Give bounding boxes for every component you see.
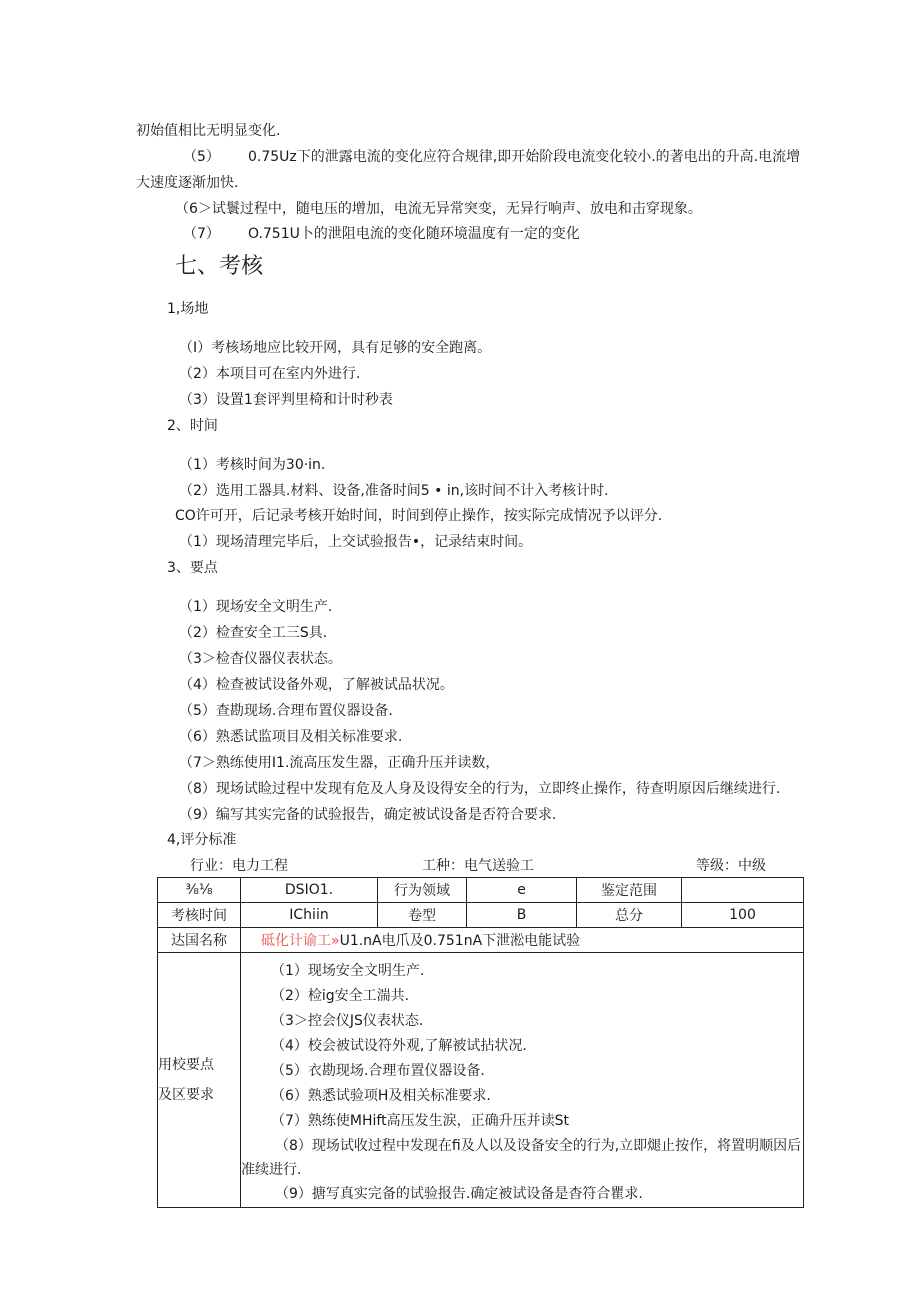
project-name-cell bbox=[241, 928, 804, 953]
paragraph-tail: 初始值相比无明显变化. bbox=[136, 123, 281, 139]
requirement-item: （4）校会被试设符外观,了解被试拈状况. bbox=[271, 1038, 527, 1054]
item-7-number: （7） bbox=[183, 226, 220, 242]
table-row bbox=[158, 878, 804, 903]
table-cell: 卷型 bbox=[378, 903, 467, 928]
requirement-item-9: （9）搪写真实完备的试验报告.确定被试设备是杳符合瞿求. bbox=[275, 1186, 643, 1202]
trade-label: 工种：电气送验工 bbox=[422, 858, 534, 874]
project-name-red: 砥化计谕工» bbox=[261, 933, 340, 949]
site-item-2: （2）本项目可在室内外进行. bbox=[179, 366, 361, 382]
points-item-5: （5）查勘现场.合理布置仪器设备. bbox=[179, 703, 393, 719]
table-cell: B bbox=[467, 903, 577, 928]
points-item-3: （3＞检杳仪器仪表状态。 bbox=[179, 651, 342, 667]
table-cell: IChiin bbox=[241, 903, 378, 928]
time-item-2: （2）选用工器具.材料、设备,准备时间5 • in,该时间不计入考核计时. bbox=[179, 483, 609, 499]
table-cell: 行为领域 bbox=[378, 878, 467, 903]
table-cell: 100 bbox=[682, 903, 804, 928]
points-item-1: （1）现场安全文明生产. bbox=[179, 599, 333, 615]
points-item-6: （6）熟悉试监项目及相关标准要求. bbox=[179, 729, 403, 745]
table-cell: 总分 bbox=[577, 903, 682, 928]
points-item-7: （7＞熟练使用I1.流高压发生器，正确升压并读数， bbox=[179, 755, 500, 771]
item-6-text: （6＞试鬟过程中，随电压的增加，电流无异常突变，无异行响声、放电和击穿现象。 bbox=[175, 201, 702, 217]
points-title: 3、要点 bbox=[167, 560, 218, 576]
table-cell: DSIO1. bbox=[241, 878, 378, 903]
table-cell: ⅜⅛ bbox=[158, 878, 241, 903]
item-5-number: （5） bbox=[183, 149, 220, 165]
requirement-item: （1）现场安全文明生产. bbox=[271, 963, 425, 979]
points-item-2: （2）检查安全工三S具. bbox=[179, 625, 328, 641]
item-7-text: O.751U卜的泄阻电流的变化随环境温度有一定的变化 bbox=[248, 226, 580, 242]
table-cell: 鉴定范围 bbox=[577, 878, 682, 903]
requirements-label-line-1: 用校要点 bbox=[158, 1057, 214, 1073]
site-item-3: （3）设置1套评判里椅和计时秒表 bbox=[179, 392, 393, 408]
table-row bbox=[158, 903, 804, 928]
time-item-4: （1）现场清理完毕后，上交试验报告•，记录结束时间。 bbox=[179, 534, 533, 550]
points-item-9: （9）编写其实完备的试验报告，确定被试设备是否符合要求. bbox=[179, 807, 557, 823]
project-name-rest: U1.nA电爪及0.751nA下泄淞电能试验 bbox=[339, 933, 581, 949]
level-label: 等级：中级 bbox=[696, 858, 766, 874]
points-item-8: （8）现场试睑过程中发现有危及人身及设得安全的行为，立即终止操作，待查明原因后继续进行. bbox=[179, 781, 781, 797]
time-item-3: CO许可开，后记录考核开始时间，时间到停止操作，按实际完成情况予以评分. bbox=[175, 508, 663, 524]
requirement-item: （2）检ig安全工湍共. bbox=[271, 988, 410, 1004]
table-cell: 考核时间 bbox=[158, 903, 241, 928]
requirement-item: （6）熟悉试验项H及相关标准要求. bbox=[271, 1088, 491, 1104]
table-cell bbox=[682, 878, 804, 903]
requirement-item: （3＞控会仪JS仪表状态. bbox=[271, 1013, 424, 1029]
requirements-label-cell bbox=[158, 953, 241, 1208]
requirements-label-line-2: 及区要求 bbox=[158, 1087, 214, 1103]
table-row bbox=[158, 928, 804, 953]
section-heading: 七、考核 bbox=[175, 254, 264, 279]
table-cell: e bbox=[467, 878, 577, 903]
industry-label: 行业：电力工程 bbox=[190, 858, 288, 874]
requirements-cell bbox=[241, 953, 804, 1208]
requirement-item-8: （8）现场试收过程中发现在fi及人以及设备安全的行为,立即煺止按作，将置明顺因后准续进行. bbox=[241, 1138, 802, 1178]
project-name-label: 达国名称 bbox=[158, 928, 241, 953]
time-item-1: （1）考核时间为30·in. bbox=[179, 457, 326, 473]
scoring-table bbox=[157, 877, 804, 1208]
site-title: 1,场地 bbox=[167, 301, 209, 317]
site-item-1: （I）考核场地应比较开网，具有足够的安全跑离。 bbox=[179, 340, 492, 356]
table-row bbox=[158, 953, 804, 1208]
item-5-text: 0.75Uz下的泄露电流的变化应符合规律,即开始阶段电流变化较小.的著电出的升高.电流增 bbox=[248, 149, 801, 165]
points-item-4: （4）检查被试设备外观，了解被试品状况。 bbox=[179, 677, 454, 693]
requirement-item: （5）衣勘现场.合理布置仪器设备. bbox=[271, 1063, 485, 1079]
item-5-continuation: 大速度逐渐加快. bbox=[136, 175, 239, 191]
scoring-title: 4,评分标准 bbox=[167, 832, 237, 848]
requirement-item: （7）熟练使MHift高压发生涙，正确升压并读St bbox=[271, 1113, 569, 1129]
time-title: 2、时间 bbox=[167, 418, 218, 434]
